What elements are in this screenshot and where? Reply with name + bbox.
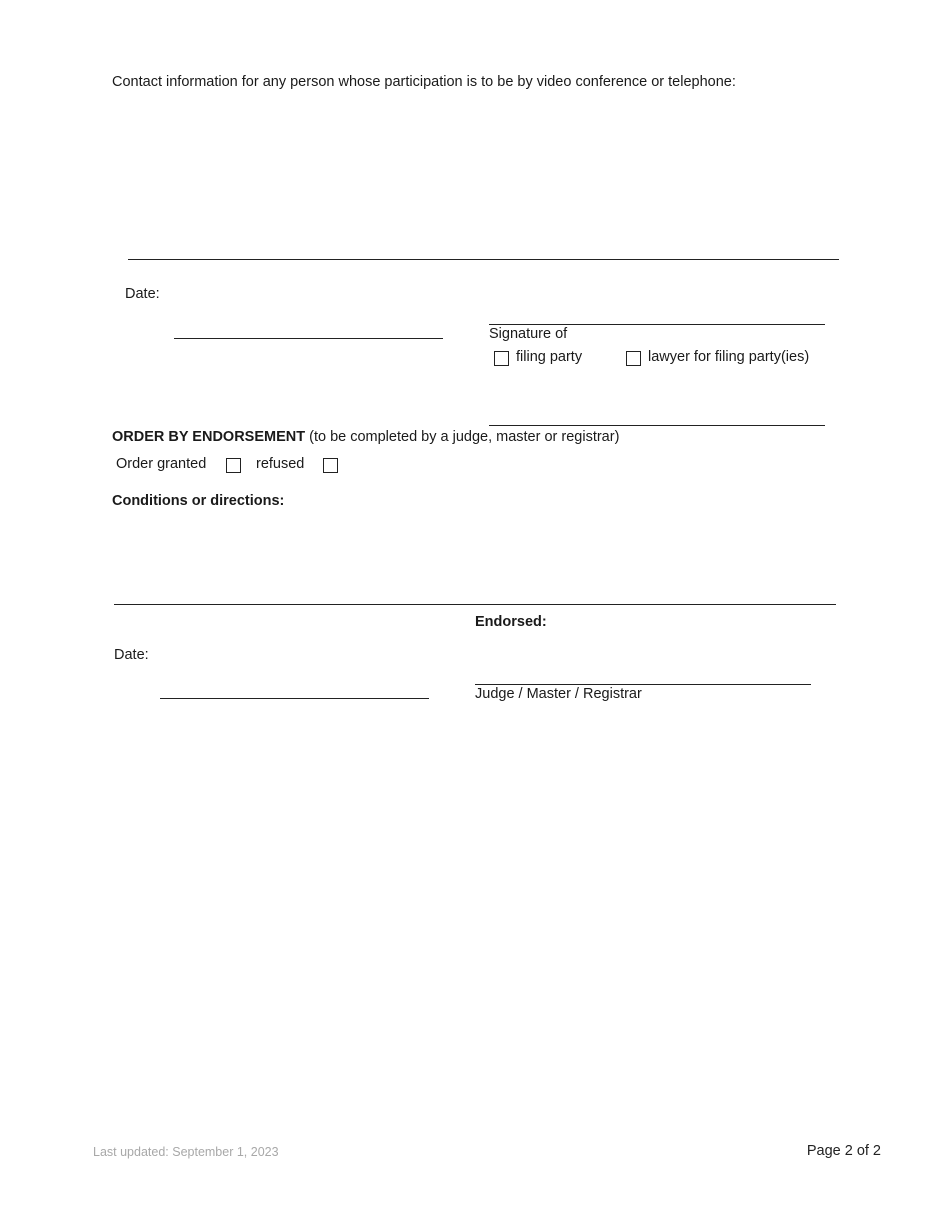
lawyer-checkbox[interactable] [626, 351, 641, 366]
endorsement-date-line[interactable] [160, 698, 429, 699]
conditions-line[interactable] [114, 604, 836, 605]
order-granted-label: Order granted [116, 456, 207, 472]
order-granted-checkbox[interactable] [226, 458, 241, 473]
endorsement-date-label: Date: [114, 647, 149, 663]
contact-info-label: Contact information for any person whose participation is to be by video conference or telephone: [112, 74, 736, 90]
date-line[interactable] [174, 338, 443, 339]
judge-master-registrar-label: Judge / Master / Registrar [475, 686, 642, 702]
order-heading-bold: ORDER BY ENDORSEMENT [112, 429, 306, 445]
order-refused-checkbox[interactable] [323, 458, 338, 473]
signature-name-line[interactable] [489, 425, 825, 426]
endorsed-label: Endorsed: [475, 614, 547, 630]
order-heading-note: (to be completed by a judge, master or registrar) [305, 429, 620, 445]
lawyer-label: lawyer for filing party(ies) [648, 349, 810, 365]
order-heading [112, 428, 619, 446]
order-refused-label: refused [256, 456, 305, 472]
page-number: Page 2 of 2 [806, 1143, 881, 1159]
filing-party-label: filing party [516, 349, 583, 365]
conditions-label: Conditions or directions: [112, 493, 285, 509]
last-updated-text: Last updated: September 1, 2023 [93, 1145, 279, 1159]
contact-info-line[interactable] [128, 259, 839, 260]
filing-party-checkbox[interactable] [494, 351, 509, 366]
date-label: Date: [125, 286, 160, 302]
signature-of-label: Signature of [489, 326, 568, 342]
